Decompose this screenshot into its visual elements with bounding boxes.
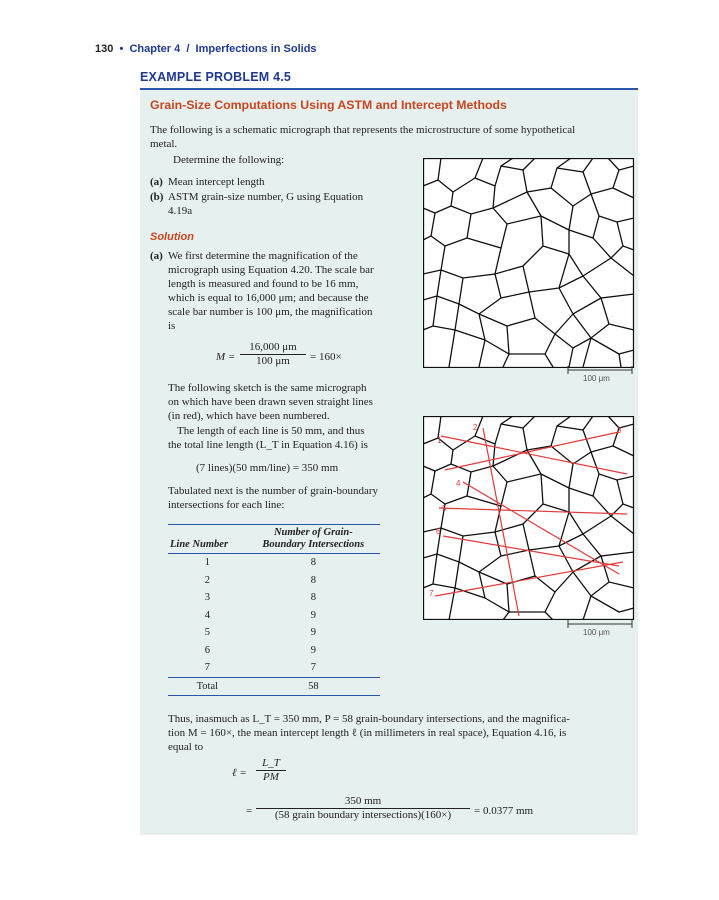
eq-m-rhs: = 160× [310,351,342,363]
eq-m-fraction [240,341,306,367]
eq-final-fraction [256,795,470,821]
sketch-line-2: on which have been drawn seven straight lines [168,396,373,408]
scale-label-1: 100 μm [583,374,610,383]
table-row [168,554,380,572]
solution-a-line-5: scale bar number is 100 μm, the magnification [168,306,373,318]
line-label-3: 3 [617,426,622,435]
length-line-1: The length of each line is 50 mm, and thus [177,425,365,437]
part-a-label: (a) [150,176,163,188]
example-label: EXAMPLE PROBLEM 4.5 [140,70,292,84]
line-label-1: 1 [437,436,442,445]
tabulated-line-2: intersections for each line: [168,499,285,511]
col-header-line-1: Number of Grain- [273,527,353,538]
total-value: 58 [308,680,319,692]
line-number-cell: 7 [204,662,210,674]
length-line-2: the total line length (L_T in Equation 4.16) is [168,439,368,451]
total-label: Total [196,680,219,692]
line-label-2: 2 [473,423,478,432]
thus-line-2: tion M = 160×, the mean intercept length ℓ (in millimeters in real space), Equation 4.16, is [168,727,567,739]
solution-a-line-1: We first determine the magnification of the [168,250,358,262]
line-label-7: 7 [429,589,434,598]
eq-l-denominator: PM [263,771,279,783]
page-number: 130 [95,43,114,55]
header-separator: • [119,43,124,55]
col-header-line-number: Line Number [170,539,229,550]
eq-l-lhs: ℓ = [232,767,247,779]
determine-text: Determine the following: [173,154,285,166]
intercept-line-7 [435,562,623,596]
intersection-cell: 7 [310,662,316,674]
micrograph-lines-figure [423,416,635,620]
col-header-intersections [247,525,380,554]
line-label-5: 5 [442,504,447,513]
intersections-table [168,524,380,696]
header-slash: / [186,43,190,55]
intersection-cell: 8 [310,557,316,569]
part-b-label: (b) [150,191,164,203]
solution-a-line-2: micrograph using Equation 4.20. The scale bar [168,264,374,276]
eq-final-denominator: (58 grain boundary intersections)(160×) [274,809,452,821]
solution-a-line-3: length is measured and found to be 16 mm, [168,278,359,290]
tabulated-line-1: Tabulated next is the number of grain-boundary [168,485,378,497]
intersection-cell: 9 [310,644,316,656]
col-header-line-2: Boundary Intersections [262,539,365,550]
thus-line-1: Thus, inasmuch as L_T = 350 mm, P = 58 grain-boundary intersections, and the magnifica- [168,713,570,725]
line-number-cell: 4 [204,609,210,621]
eq-m-denominator: 100 μm [256,355,290,367]
example-title: Grain-Size Computations Using ASTM and Intercept Methods [150,98,507,112]
solution-a-label: (a) [150,250,163,262]
intercept-line-4 [463,482,619,574]
eq-l-fraction [256,757,286,783]
line-number-cell: 6 [204,644,210,656]
intersection-cell: 9 [310,627,316,639]
chapter-label: Chapter 4 [129,43,181,55]
scale-label-2: 100 μm [583,628,610,637]
table-row [168,659,380,677]
eq-final-rhs: = 0.0377 mm [474,805,534,817]
line-number-cell: 3 [204,592,210,604]
solution-a-line-6: is [168,320,176,332]
table-row [168,572,380,590]
line-number-cell: 5 [204,627,210,639]
intercept-line-1 [441,436,627,474]
line-number-cell: 1 [204,557,210,569]
intro-line-1: The following is a schematic micrograph that represents the microstructure of some hypothetical [150,124,576,136]
table-row [168,607,380,625]
intro-line-2: metal. [150,138,178,150]
table-row [168,624,380,642]
eq-l-numerator: L_T [256,757,286,771]
part-b-line-2: 4.19a [168,205,193,217]
line-label-6: 6 [436,527,441,536]
line-label-4: 4 [456,479,461,488]
grain-network [423,416,634,620]
running-header [95,43,317,55]
solution-a-line-4: which is equal to 16,000 μm; and because the [168,292,369,304]
eq-final-lhs: = [246,805,253,817]
table-row [168,589,380,607]
solution-heading: Solution [150,231,194,243]
table-row [168,642,380,660]
line-number-cell: 2 [204,574,210,586]
sketch-line-1: The following sketch is the same micrograph [168,382,367,394]
eq-m-numerator: 16,000 μm [240,341,306,355]
chapter-title: Imperfections in Solids [195,43,317,55]
total-length-eq: (7 lines)(50 mm/line) = 350 mm [196,462,339,474]
grain-network [423,158,634,368]
sketch-line-3: (in red), which have been numbered. [168,410,330,422]
intersection-cell: 8 [310,574,316,586]
eq-final-numerator: 350 mm [256,795,470,809]
part-a-text: Mean intercept length [168,176,265,188]
eq-m-lhs: M = [216,351,236,363]
table-total-row [168,677,380,696]
part-b-line-1: ASTM grain-size number, G using Equation [168,191,364,203]
micrograph-figure [423,158,635,368]
intersection-cell: 9 [310,609,316,621]
thus-line-3: equal to [168,741,204,753]
intersection-cell: 8 [310,592,316,604]
